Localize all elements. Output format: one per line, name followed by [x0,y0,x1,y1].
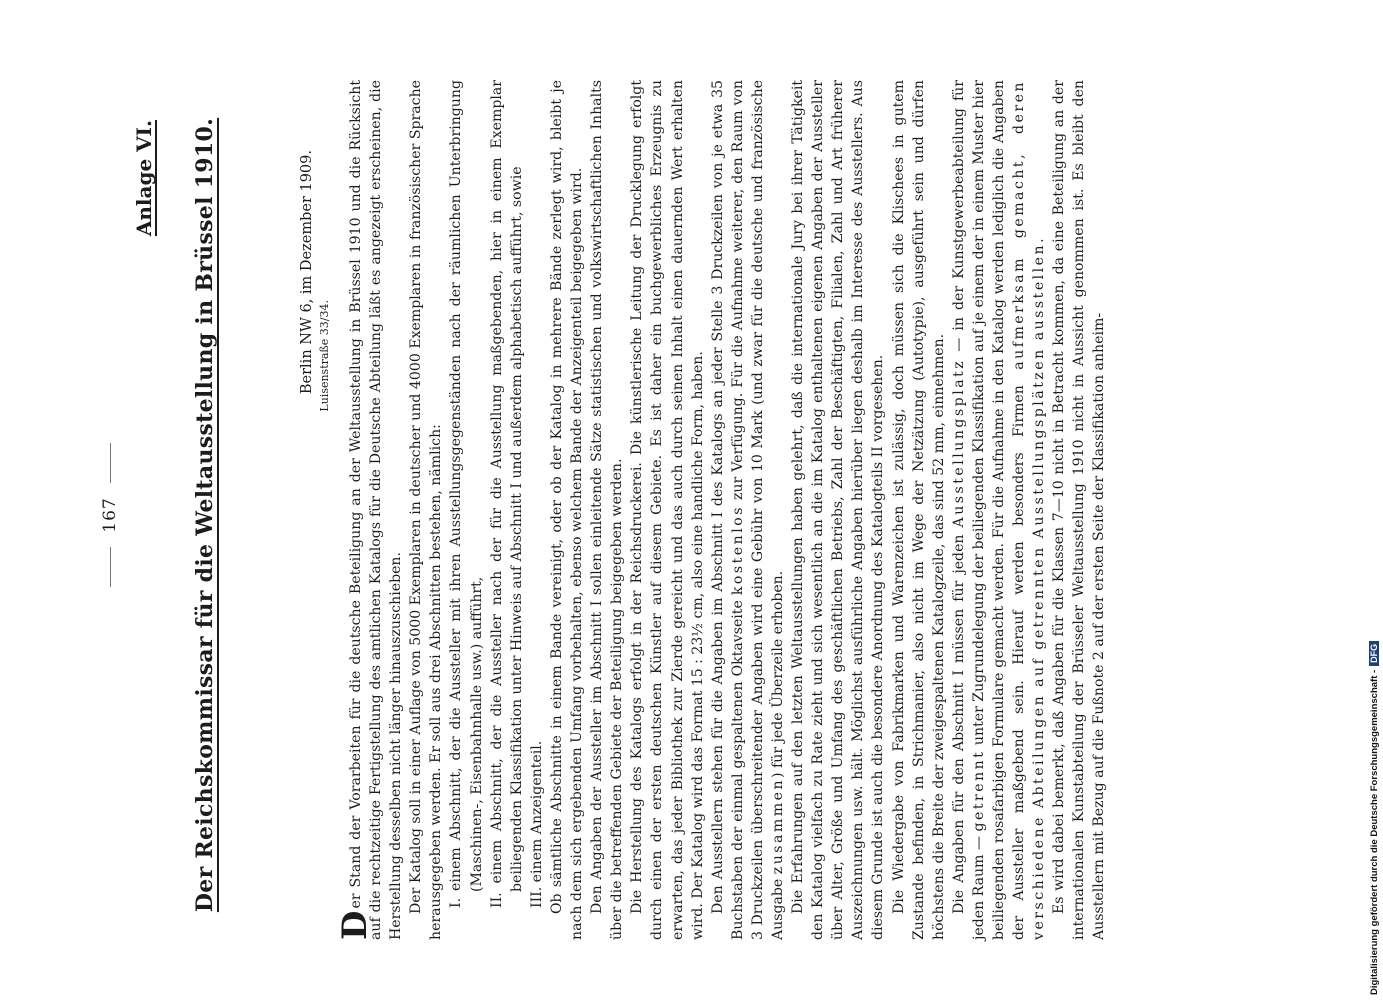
paragraph-space [949,80,1049,940]
emphasis-separate: getrennt [970,749,987,832]
fee-text: Den Ausstellern stehen für die Angaben im Abschnitt I des Katalogs an jeder Stelle 3 Druckzeilen von je etwa 35 Buchstaben der einmal gespaltenen Oktavseite [709,80,746,940]
paragraph-jury: Die Erfahrungen auf den letzten Weltausstellungen haben gelehrt, daß die internationale Jury bei ihrer Tätigkeit den Katalog vielfach zu Rate zieht und sich wesentlich an die im Katalog enthaltenen eigenen Angaben der Aussteller über Alter, Größe und Umfang des geschäftlichen Betriebs, Zahl der Beschäftigten, Filialen, Zahl und Art früherer Auszeichnungen usw. hält. Möglichst ausführliche Angaben hierüber liegen deshalb im Interesse des Ausstellers. Aus diesem Grunde ist auch die besondere Anordnung des Katalogteils II vorgesehen. [790,80,887,940]
list-item: I. einem Abschnitt, der die Aussteller mit ihren Ausstellungsgegenständen nach der räumlichen Unterbringung (Maschinen-, Eisenbahnhalle usw.) aufführt, [448,80,485,908]
intro-paragraph [335,80,406,940]
address: Luisenstraße 33/34. [318,300,331,412]
space-text: Die Angaben für den Abschnitt I müssen für jeden [950,534,967,914]
annex-label: Anlage VI. [132,120,156,237]
document-page [100,80,1270,950]
page-number: 167 [100,80,120,950]
space-text: unter Zugrundelegung der beiliegenden Klassifikation auf je einem der in einem Muster hier beiliegenden rosafarbigen Formulare gemacht werden. Für die Aufnahme in den Katalog werden lediglich die Angaben der Aussteller maßgebend sein. Hierauf werden besonders Firmen [970,79,1028,940]
emphasis-free: kostenlos [729,505,746,596]
paragraph-trademarks: Die Wiedergabe von Fabrikmarken und Warenzeichen ist zulässig, doch müssen sich die Klischees in gutem Zustande befinden, in Strichmanier, also nicht im Wege der Netzätzung (Autotypie), ausgeführt sein und dürfen höchstens die Breite der zweigespaltenen Katalogzeile, das sind 52 mm, einnehmen. [890,80,947,940]
digitization-text: Digitalisierung gefördert durch die Deutsche Forschungsgemeinschaft - [1369,669,1380,995]
paragraph-art: Es wird dabei bemerkt, daß Angaben für die Klassen 7—10 nicht in Betracht kommen, da eine Beteiligung an der internationalen Kunstabteilung der Brüsseler Weltausstellung 1910 nicht in Aussicht genommen ist. Es bleibt den Ausstellern mit Bezug auf die Fußnote 2 auf der ersten Seite der Klassifikation anheim- [1051,80,1108,940]
paragraph-statistics: Den Angaben der Aussteller im Abschnitt I sollen einleitende Sätze statistischen und volkswirtschaftlichen Inhalts über die betreffenden Gebiete der Beteiligung beigegeben werden. [589,80,626,940]
body-text [335,79,1110,940]
list-item: III. einem Anzeigenteil. [528,740,545,908]
paragraph-volumes: Ob sämtliche Abschnitte in einem Bande vereinigt, oder ob der Katalog in mehrere Bände zerlegt wird, bleibt je nach dem sich ergebenden Umfang vorbehalten, ebenso welchem Bande der Anzeigenteil beigegeben wird. [548,80,586,940]
place-date-block [298,150,334,412]
fee-text: ) für jede Überzeile erhoben. [769,570,786,778]
dfg-logo: DFG [1369,641,1379,666]
place-date: Berlin NW 6, im Dezember 1909. [299,150,315,395]
intro-text: er Stand der Vorarbeiten für die deutsche Beteiligung an der Weltausstellung in Brüssel 1910 und die Rücksicht auf die rechtzeitige Fertigstellung des amtlichen Katalogs für die Deutsche Abteilung läßt es angezeigt erscheinen, die Herstellung desselben nicht länger hinauszuschieben. [348,80,405,940]
paragraph-print: Die Herstellung des Katalogs erfolgt in der Reichsdruckerei. Die künstlerische Leitung der Drucklegung erfolgt durch einen der ersten deutschen Künstler auf diesem Gebiete. Es ist daher ein buchgewerbliches Erzeugnis zu erwarten, das jeder Bibliothek zur Zierde gereicht und das auch durch seinen Inhalt einen dauernden Wert erhalten wird. Der Katalog wird das Format 15 : 23½ cm, also eine handliche Form, haben. [629,80,706,940]
digitization-note [1369,641,1380,995]
space-text: — in der Kunstgewerbeabteilung für jeden Raum — [950,80,987,940]
paragraph-catalog: Der Katalog soll in einer Auflage von 5000 Exemplaren in deutscher und 4000 Exemplaren in französischer Sprache herausgegeben werden. Er soll aus drei Abschnitten bestehen, nämlich: [408,80,445,940]
emphasis-notice: aufmerksam gemacht, deren verschiedene Abteilungen auf getrennten Ausstellungsplätzen ausstellen. [1011,80,1048,940]
drop-cap: D [335,910,375,940]
emphasis-space: Ausstellungsplatz [950,358,967,528]
document-title: Der Reichskommissar für die Weltausstellung in Brüssel 1910. [192,117,218,913]
paragraph-fee [708,80,788,940]
emphasis-together: zusammen [769,777,786,875]
fee-text: zur Verfügung. Für die Aufnahme weiterer, den Raum von 3 Druckzeilen überschreitender Angaben wird eine Gebühr von 10 Mark (und zwar für die deutsche und französische Ausgabe [729,79,786,940]
list-item: II. einem Abschnitt, der die Aussteller nach der für die Ausstellung maßgebenden, hier in einem Exemplar beiliegenden Klassifikation unter Hinweis auf Abschnitt I und außerdem alphabetisch aufführt, sowie [488,80,525,908]
